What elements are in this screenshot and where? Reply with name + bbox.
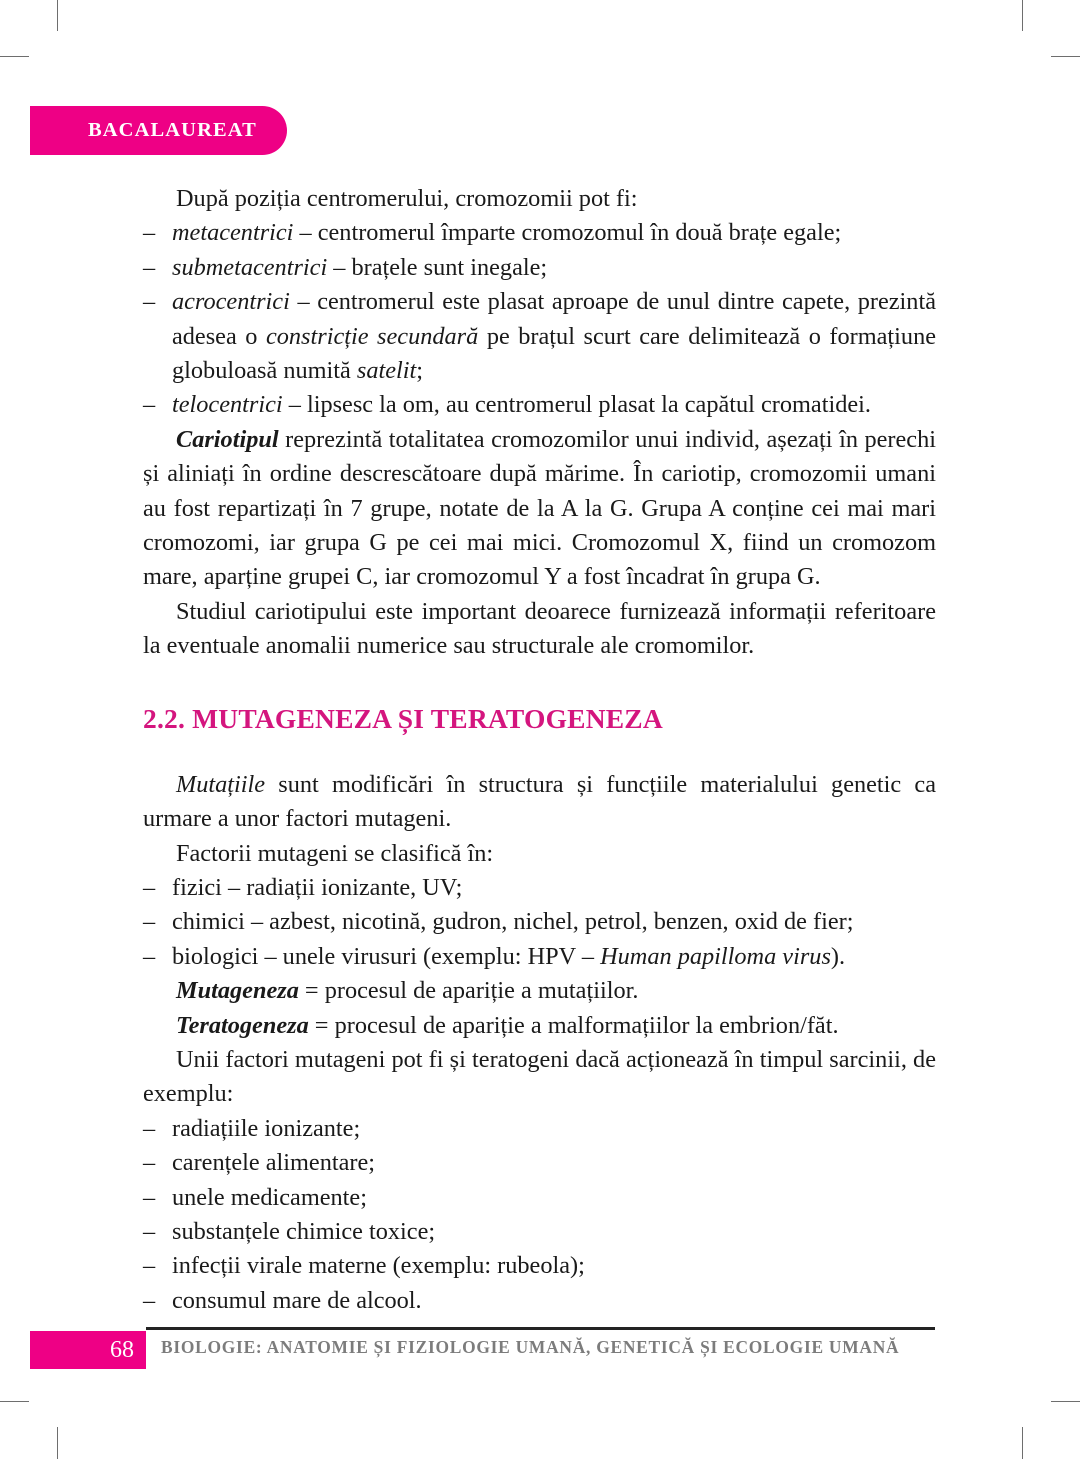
karyotype-study-paragraph: Studiul cariotipului este important deoarece furnizează informații referitoare la eventuale anomalii numerice sau structurale ale cromomilor. [143, 597, 936, 660]
mutagenesis-definition [143, 974, 936, 1008]
list-item [143, 1181, 936, 1215]
list-item-text [172, 391, 871, 418]
list-item-text [172, 288, 936, 384]
crop-mark-bottom-right-horizontal [1051, 1401, 1080, 1402]
list-item-rest: – lipsesc la om, au centromerul plasat la capătul cromatidei. [282, 391, 871, 419]
list-item [143, 1215, 936, 1249]
list-item-rest-a: – centromerul este plasat aproape de unul dintre capete, prezintă adesea o [172, 288, 936, 350]
dash-bullet-icon: – [143, 1286, 156, 1314]
teratogenesis-definition-text: = procesul de apariție a malformațiilor la embrion/făt. [308, 1011, 839, 1039]
intro-lead-paragraph: După poziția centromerului, cromozomii pot fi: [176, 185, 638, 212]
teratogenesis-definition [143, 1009, 936, 1043]
list-item [143, 285, 936, 388]
list-item-text: infecții virale materne (exemplu: rubeola); [172, 1252, 585, 1280]
teratogen-factor-list [143, 1112, 936, 1318]
bacalaureat-badge-label: BACALAUREAT [88, 119, 257, 141]
dash-bullet-icon: – [143, 219, 156, 247]
list-item [143, 1284, 936, 1318]
spacer-before-heading [143, 664, 936, 702]
list-item [143, 388, 936, 422]
crop-mark-bottom-left-vertical [57, 1427, 58, 1459]
mutagenesis-definition-text: = procesul de apariție a mutațiilor. [298, 977, 639, 1005]
mutations-paragraph-text: sunt modificări în structura și funcțiile materialului genetic ca urmare a unor factori mutageni. [143, 770, 936, 833]
main-text-column [143, 182, 936, 1318]
list-item [143, 1112, 936, 1146]
list-item-text: chimici – azbest, nicotină, gudron, nichel, petrol, benzen, oxid de fier; [172, 908, 854, 936]
crop-mark-bottom-left-horizontal [0, 1401, 29, 1402]
term-telocentrici: telocentrici [172, 391, 283, 419]
term-cariotipul: Cariotipul [176, 425, 279, 453]
list-item [143, 940, 936, 974]
page-number: 68 [110, 1337, 134, 1363]
list-item-rest-c: pe brațul scurt care delimitează o formațiune globuloasă numită [172, 322, 936, 385]
crop-mark-top-right-horizontal [1051, 56, 1080, 57]
term-teratogeneza: Teratogeneza [176, 1011, 309, 1039]
list-item-text [172, 943, 845, 970]
chromosome-type-list [143, 216, 936, 422]
dash-bullet-icon: – [143, 873, 156, 901]
dash-bullet-icon: – [143, 908, 156, 936]
term-submetacentrici: submetacentrici [172, 253, 328, 281]
term-acrocentrici: acrocentrici [172, 288, 290, 316]
term-mutageneza: Mutageneza [176, 977, 299, 1005]
list-item [143, 871, 936, 905]
list-item [143, 251, 936, 285]
term-mutatiile: Mutațiile [176, 770, 266, 798]
list-item-text [172, 254, 547, 281]
footer-rule [146, 1327, 935, 1330]
crop-mark-top-left-vertical [57, 0, 58, 31]
dash-bullet-icon: – [143, 1252, 156, 1280]
list-item-rest: – centromerul împarte cromozomul în două brațe egale; [293, 219, 842, 247]
dash-bullet-icon: – [143, 253, 156, 281]
footer-book-title: BIOLOGIE: ANATOMIE ȘI FIZIOLOGIE UMANĂ, GENETICĂ ȘI ECOLOGIE UMANĂ [161, 1337, 900, 1357]
karyotype-paragraph [143, 423, 936, 595]
list-item-rest-e: ; [416, 357, 424, 385]
list-item [143, 1249, 936, 1283]
footer-page-number-box [30, 1331, 146, 1369]
crop-mark-top-right-vertical [1022, 0, 1023, 31]
list-item-text: carențele alimentare; [172, 1149, 376, 1177]
mutagen-lead-paragraph: Factorii mutageni se clasifică în: [176, 839, 494, 867]
list-item-text: substanțele chimice toxice; [172, 1217, 436, 1245]
list-item [143, 905, 936, 939]
list-item-text: radiațiile ionizante; [172, 1114, 361, 1142]
dash-bullet-icon: – [143, 391, 156, 419]
list-item-rest: – brațele sunt inegale; [327, 253, 548, 281]
list-item-text: consumul mare de alcool. [172, 1286, 422, 1314]
list-item [143, 216, 936, 250]
karyotype-paragraph-text: reprezintă totalitatea cromozomilor unui individ, așezați în perechi și aliniați în ordine descrescătoare după mărime. În cariotip, cromozomii umani au fost repartizați în 7 grupe, notate de la A la G. Grupa A conține cei mai mari cromozomi, iar grupa G pe cei mai mici. Cromozomul X, fiind un cromozom mare, aparține grupei C, iar cromozomul Y a fost încadrat în grupa G. [143, 425, 936, 591]
dash-bullet-icon: – [143, 942, 156, 970]
both-factors-lead-paragraph: Unii factori mutageni pot fi și teratogeni dacă acționează în timpul sarcinii, de exemplu: [143, 1045, 936, 1108]
mutations-paragraph [143, 768, 936, 837]
term-human-papilloma-virus: Human papilloma virus [600, 942, 831, 970]
list-item-text: fizici – radiații ionizante, UV; [172, 873, 463, 901]
list-item [143, 1146, 936, 1180]
term-satelit: satelit [356, 357, 417, 385]
list-item-text: unele medicamente; [172, 1183, 367, 1211]
dash-bullet-icon: – [143, 1149, 156, 1177]
bacalaureat-badge [30, 106, 287, 155]
section-heading: 2.2. MUTAGENEZA ȘI TERATOGENEZA [143, 702, 663, 734]
term-constrictie-secundara: constricție secundară [265, 322, 479, 350]
dash-bullet-icon: – [143, 1114, 156, 1142]
term-metacentrici: metacentrici [172, 219, 294, 247]
spacer-after-heading [143, 736, 936, 768]
list-item-text-c: ). [830, 942, 846, 970]
dash-bullet-icon: – [143, 288, 156, 316]
list-item-text-a: biologici – unele virusuri (exemplu: HPV – [172, 942, 601, 970]
dash-bullet-icon: – [143, 1183, 156, 1211]
list-item-text [172, 219, 841, 246]
crop-mark-bottom-right-vertical [1022, 1427, 1023, 1459]
crop-mark-top-left-horizontal [0, 56, 29, 57]
dash-bullet-icon: – [143, 1217, 156, 1245]
mutagen-factor-list [143, 871, 936, 974]
